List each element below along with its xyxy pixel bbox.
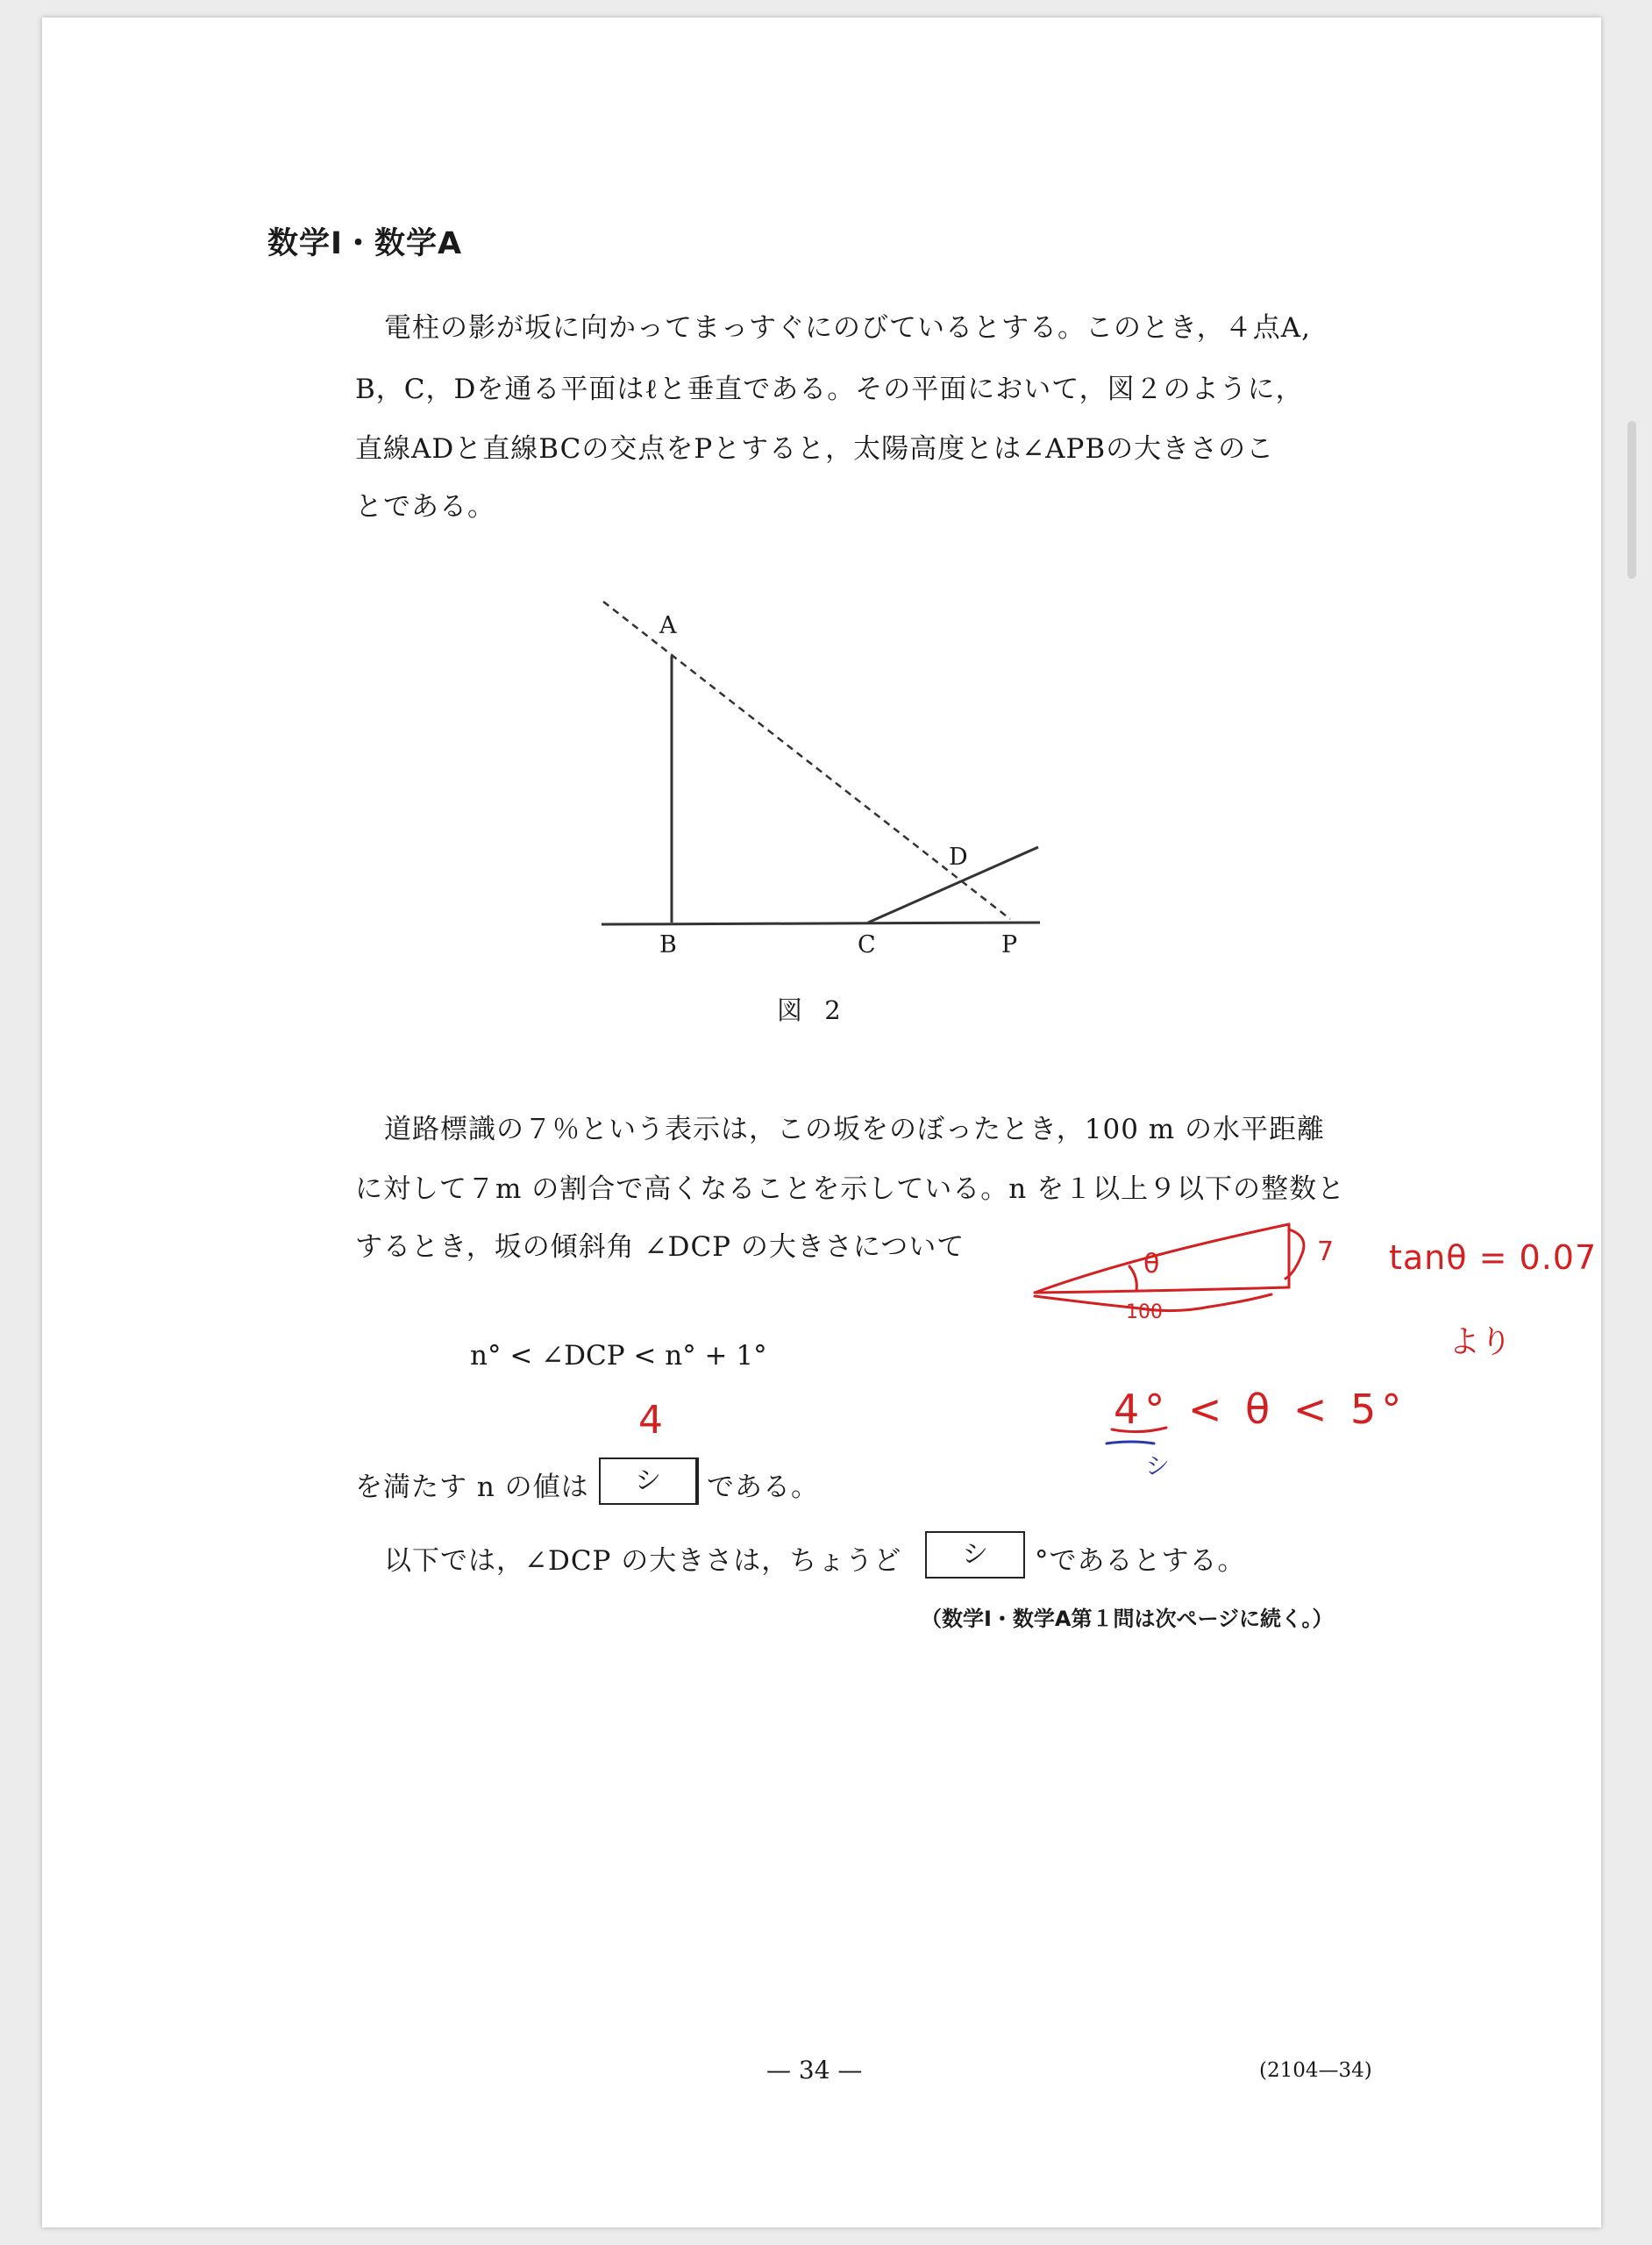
- continue-note: （数学Ⅰ・数学A第１問は次ページに続く。）: [921, 1607, 1334, 1631]
- hw-blue-underline: [1107, 1442, 1154, 1443]
- hw-answer-digit: 4: [638, 1398, 663, 1443]
- hw-yori: より: [1449, 1324, 1513, 1360]
- hw-blue-shi: シ: [1145, 1451, 1171, 1480]
- paragraph2-line-1: 道路標識の７％という表示は，この坂をのぼったとき，100 m の水平距離: [384, 1114, 1326, 1145]
- hw-base-100: 100: [1126, 1301, 1163, 1323]
- hw-tan-equation: tanθ = 0.07: [1389, 1238, 1598, 1277]
- hw-height-7: 7: [1317, 1237, 1335, 1267]
- figure-caption: 図 2: [777, 995, 848, 1025]
- answer-line-after: である。: [707, 1472, 819, 1503]
- follow-line-after: °であるとする。: [1035, 1545, 1246, 1577]
- point-d-label: D: [949, 844, 968, 871]
- inequality: n° < ∠DCP < n° + 1°: [470, 1340, 767, 1372]
- follow-line-before: 以下では，∠DCP の大きさは，ちょうど: [384, 1545, 902, 1577]
- paragraph1-line-3: 直線ADと直線BCの交点をPとすると，太陽高度とは∠APBの大きさのこ: [355, 433, 1275, 465]
- follow-box-shi[interactable]: シ: [925, 1531, 1025, 1579]
- page-title: 数学Ⅰ・数学A: [267, 226, 463, 261]
- hw-range: 4° < θ < 5°: [1114, 1386, 1407, 1433]
- answer-line-before: を満たす n の値は: [355, 1472, 589, 1503]
- answer-box-shi[interactable]: シ: [599, 1457, 699, 1505]
- exam-code: (2104—34): [1259, 2059, 1372, 2082]
- paragraph1-line-4: とである。: [355, 491, 495, 523]
- paragraph2-line-3: するとき，坂の傾斜角 ∠DCP の大きさについて: [355, 1231, 965, 1263]
- hw-triangle-base: [1035, 1287, 1289, 1293]
- paragraph2-line-2: に対して７m の割合で高くなることを示している。n を１以上９以下の整数と: [355, 1173, 1346, 1205]
- point-p-label: P: [1001, 931, 1018, 959]
- page-number: — 34 —: [766, 2056, 863, 2085]
- paragraph1-line-2: B，C，Dを通る平面はℓと垂直である。その平面において，図２のように，: [355, 374, 1304, 405]
- hw-triangle-hypotenuse: [1035, 1224, 1289, 1293]
- hw-angle-arc: [1129, 1266, 1136, 1291]
- point-c-label: C: [858, 931, 876, 959]
- point-b-label: B: [659, 931, 677, 959]
- paragraph1-line-1: 電柱の影が坂に向かってまっすぐにのびているとする。このとき，４点A,: [384, 312, 1311, 344]
- point-a-label: A: [659, 612, 677, 639]
- hw-theta: θ: [1143, 1249, 1160, 1279]
